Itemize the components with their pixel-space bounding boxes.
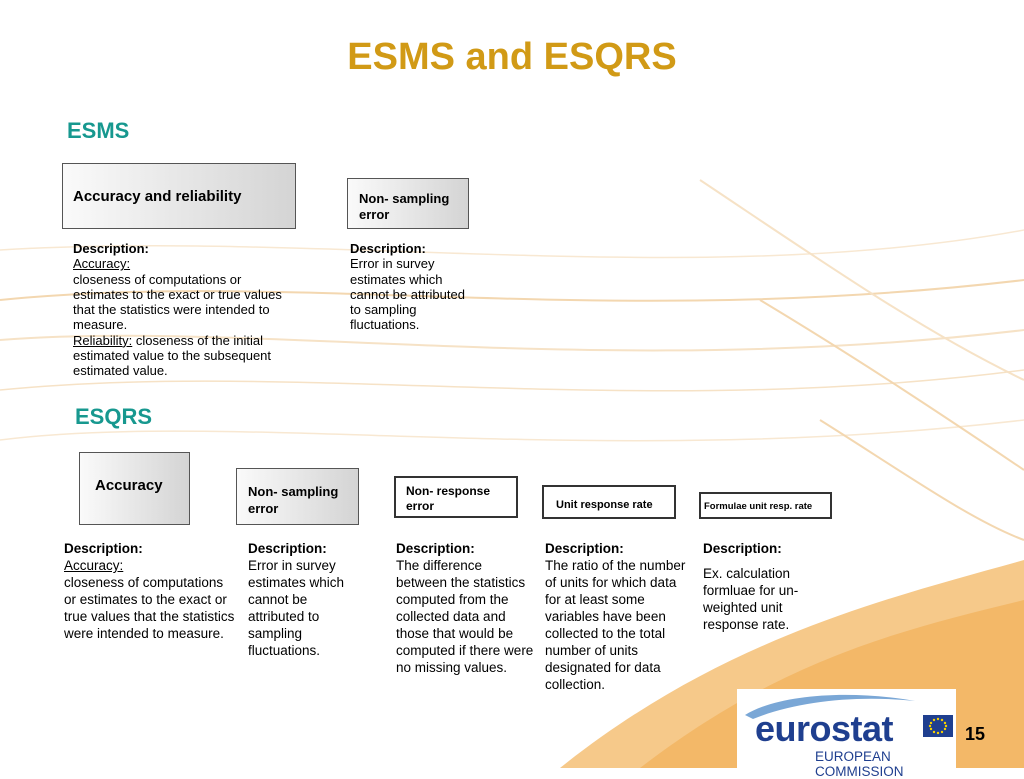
reliability-label: Reliability: — [73, 332, 133, 348]
description-text: The ratio of the number of units for which data for at least some variables have been collected to the total number of units designated for data collection. — [545, 558, 686, 692]
description-text: Ex. calculation formluae for un-weighted unit response rate. — [703, 566, 799, 632]
esms-accuracy-description — [73, 241, 293, 379]
description-label: Description: — [73, 241, 149, 256]
esms-heading: ESMS — [67, 118, 130, 143]
description-label: Description: — [545, 541, 624, 556]
esms-non-sampling-description — [350, 241, 468, 333]
slide-title: ESMS and ESQRS — [347, 36, 677, 78]
eurostat-brand: eurostat — [755, 708, 894, 749]
page-number: 15 — [965, 724, 986, 744]
accuracy-label: Accuracy: — [64, 558, 124, 573]
description-text: Error in survey estimates which cannot be attributed to sampling fluctuations. — [248, 558, 345, 658]
description-label: Description: — [350, 241, 426, 256]
eurostat-logo — [737, 689, 956, 779]
esms-non-sampling-error-box: Non- sampling error — [347, 178, 469, 229]
esqrs-non-response-error-box: Non- response error — [394, 476, 518, 518]
esqrs-non-sampling-description — [248, 540, 366, 659]
description-label: Description: — [248, 541, 327, 556]
esqrs-non-response-description — [396, 540, 536, 676]
description-text: closeness of computations or estimates to the exact or true values that the statistics were intended to measure. — [64, 575, 235, 641]
description-label: Description: — [703, 541, 782, 556]
esqrs-unit-response-description — [545, 540, 691, 693]
esqrs-unit-response-rate-box: Unit response rate — [542, 485, 676, 519]
description-text: Error in survey estimates which cannot be attributed to sampling fluctuations. — [350, 256, 465, 333]
accuracy-text: closeness of computations or estimates to the exact or true values that the statistics were intended to measure. — [73, 271, 282, 333]
esqrs-accuracy-description — [64, 540, 236, 642]
accuracy-label: Accuracy: — [73, 256, 131, 272]
esqrs-non-sampling-error-box: Non- sampling error — [236, 468, 359, 525]
description-text: The difference between the statistics computed from the collected data and those that would be computed if there were no missing values. — [396, 558, 534, 675]
reliability-text: closeness of the initial estimated value to the subsequent estimated value. — [73, 332, 272, 379]
esqrs-heading: ESQRS — [75, 404, 153, 429]
esms-accuracy-reliability-box: Accuracy and reliability — [62, 163, 296, 229]
description-label: Description: — [396, 541, 475, 556]
esqrs-formulae-description — [703, 540, 823, 633]
esqrs-accuracy-box: Accuracy — [79, 452, 190, 525]
european-commission-label: EUROPEAN COMMISSION — [815, 749, 904, 779]
esqrs-formulae-box: Formulae unit resp. rate — [699, 492, 832, 519]
description-label: Description: — [64, 541, 143, 556]
